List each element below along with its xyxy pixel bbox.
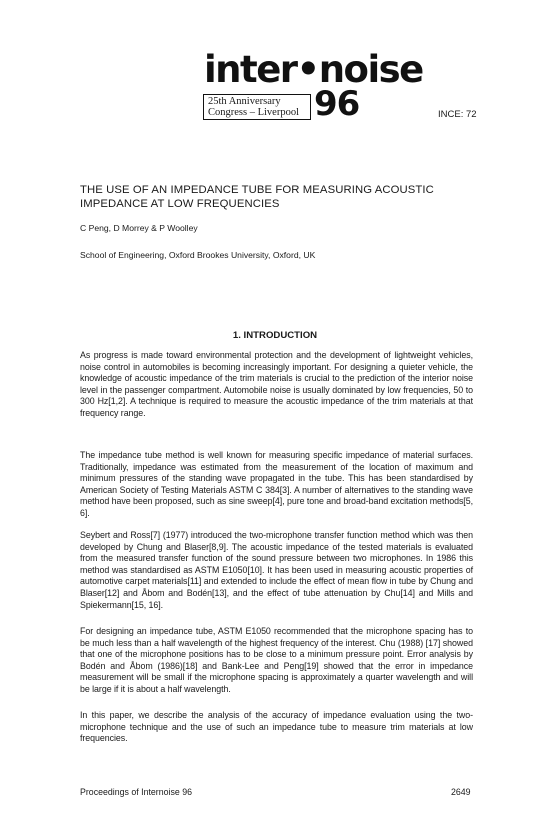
logo-wordmark: inter•noise <box>204 48 423 91</box>
paragraph-1: As progress is made toward environmental protection and the development of lightweight vehicles, noise control in automobiles is becoming increasingly important. For designing a quieter vehicle, the knowledge of acoustic impedance of the trim materials is crucial to the prediction of the interior noise level in the passenger compartment. Automobile noise is usually dominated by low frequencies, 50 to 300 Hz[1,2]. A technique is required to measure the acoustic impedance of the trim materials at that frequency range. <box>80 350 473 418</box>
conference-logo <box>200 48 423 124</box>
section-heading: 1. INTRODUCTION <box>232 330 318 341</box>
title-line-1: THE USE OF AN IMPEDANCE TUBE FOR MEASURING ACOUSTIC <box>80 184 434 196</box>
paragraph-4: For designing an impedance tube, ASTM E1050 recommended that the microphone spacing has to be much less than a half wavelength of the highest frequency of the interest. Chu (1988) [17] showed that one of the microphone positions has to be close to a minimum pressure point. Error analysis by Bodén and Åbom (1986)[18] and Bank-Lee and Peng[19] showed that the error in impedance measurement will be small if the microphone spacing is approximately a quarter wavelength and will be large if it is about a half wavelength. <box>80 626 473 694</box>
footer-proceedings: Proceedings of Internoise 96 <box>80 787 192 797</box>
logo-box-line2: Congress – Liverpool <box>208 107 299 118</box>
affiliation: School of Engineering, Oxford Brookes University, Oxford, UK <box>80 250 316 260</box>
paragraph-5: In this paper, we describe the analysis of the accuracy of impedance evaluation using the two-microphone technique and the use of such an impedance tube to measure trim materials at low frequencies. <box>80 710 473 744</box>
paper-title <box>80 183 480 211</box>
authors: C Peng, D Morrey & P Woolley <box>80 223 198 233</box>
logo-year: 96 <box>314 84 360 124</box>
paper-reference-number: INCE: 72 <box>438 109 477 120</box>
paragraph-2: The impedance tube method is well known for measuring specific impedance of material surfaces. Traditionally, impedance was estimated from the measurement of the location of maximum and minimum pressures of the standing wave propagated in the tube. This has been standardised by American Society of Testing Materials ASTM C 384[3]. A number of alternatives to the standing wave method have been proposed, such as sine sweep[4], pure tone and broad-band excitation methods[5, 6]. <box>80 450 473 518</box>
logo-box-line1: 25th Anniversary <box>208 96 281 107</box>
page-number: 2649 <box>451 787 471 797</box>
title-line-2: IMPEDANCE AT LOW FREQUENCIES <box>80 198 280 210</box>
paragraph-3: Seybert and Ross[7] (1977) introduced the two-microphone transfer function method which was then developed by Chung and Blaser[8,9]. The acoustic impedance of the tested materials is evaluated from the measured transfer function of the sound pressure between two microphones. In 1986 this method was standardised as ASTM E1050[10]. It has been used in measuring acoustic properties of automotive carpet materials[11] and extended to include the effect of mean flow in tube by Chung and Blaser[12] and Åbom and Bodén[13], and the effect of tube attenuation by Chu[14] and Mills and Spiekermann[15, 16]. <box>80 530 473 610</box>
logo-anniversary-box <box>203 94 311 120</box>
